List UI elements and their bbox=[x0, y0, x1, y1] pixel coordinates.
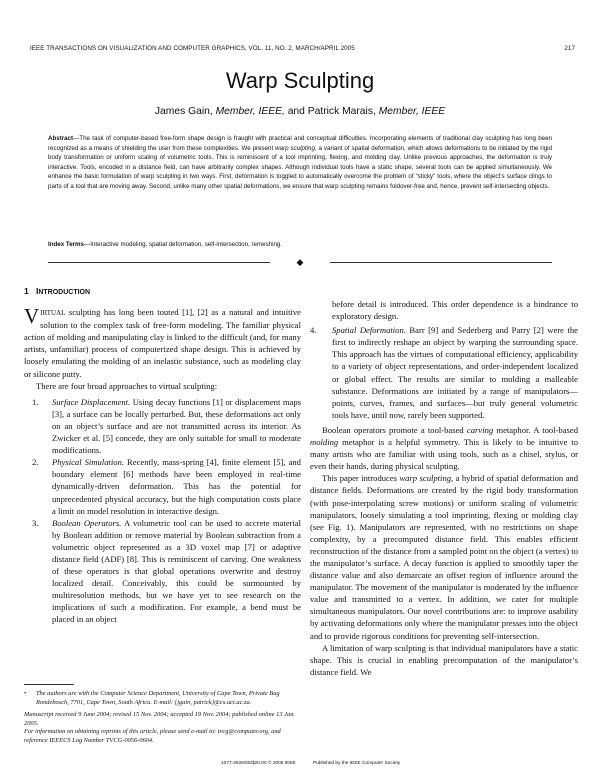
section-heading bbox=[24, 285, 301, 299]
reprints-info: For information on obtaining reprints of this article, please send e-mail to: tvcg@computer.org, and reference IEEECS Log Number TVCG-0056-0604. bbox=[24, 728, 281, 744]
list-number: 3. bbox=[32, 517, 39, 528]
affiliation-footnote bbox=[24, 690, 301, 707]
approaches-list-continued bbox=[310, 324, 578, 421]
abstract-text-2: , a variant of spatial deformation, which allows deformations to be initiated by the rigid body transformation or uniform scaling of volumetric tools. This is reminiscent of a tool imprinting, flexing, and molding clay. Unlike previous approaches, the deformation is truly interactive. Tools, encoded in a distance field, can have arbitrarily complex shapes. Although individual tools have a static shape, several tools can be applied simultaneously. We enhance the basic formulation of warp sculpting in two ways. First, deformation is toggled to automatically overcome the problem of “sticky” tools, where the object’s surface clings to parts of a tool that are moving away. Second, unlike many other spatial deformations, we ensure that warp sculpting remains foldover-free and, hence, prevent self-intersecting objects. bbox=[48, 144, 552, 190]
list-text: Barr [9] and Sederberg and Parry [2] were the first to indirectly reshape an object by warping the surrounding space. This approach has the virtues of computational efficiency, applicability to a variety of object representations, and order-independent localized or global effect. The results are similar to molding a malleable substance. Deformations are initiated by a range of manipulators—points, curves, frames, and surfaces—but truly general volumetric tools have, until now, rarely been supported. bbox=[332, 325, 578, 420]
text-run: , a hybrid of spatial deformation and distance fields. Deformations are created by the rigid body transformation (with pose-interpolating screw motions) or uniform scaling of volumetric manipulators, loosely simulating a tool imprinting, flexing or molding clay (see Fig. 1). Manipulators are represented, with no restrictions on shape complexity, by a precomputed distance field. This enables efficient reconstruction of the distance from a sampled point on the object (a vertex) to the manipulator’s surface. A decay function is applied to smoothly taper the distance value and also demarcate an offset region of influence around the manipulator. The movement of the manipulator is moderated by the influence value and transmitted to a vertex. In addition, we cater for multiple simultaneous manipulators. Our novel contributions are: to improve usability by activating deformations only where the manipulator presses into the object and to provide rigorous conditions for preventing self-intersection. bbox=[310, 473, 578, 641]
paper-intro-paragraph bbox=[310, 472, 578, 641]
section-number: 1 bbox=[24, 286, 29, 296]
drop-cap: V bbox=[24, 304, 40, 329]
list-text: Using decay functions [1] or displacement maps [3], a surface can be locally perturbed. But, these deformations act only on an object’s surface and are not transmitted across its interior. As Zwicker et al. [5] concede, they are only suitable for small to moderate modifications. bbox=[52, 396, 301, 456]
abstract bbox=[48, 134, 552, 192]
continued-text: before detail is introduced. This order dependence is a hindrance to exploratory design. bbox=[332, 299, 578, 322]
list-number: 4. bbox=[310, 325, 317, 336]
right-column bbox=[310, 298, 578, 678]
boolean-paragraph bbox=[310, 424, 578, 472]
abstract-text-1: —The task of computer-based free-form shape design is fraught with practical and conceptual difficulties. Incorporating elements of traditional clay sculpting has long been recognized as a means of shielding the user from these complexities. We present bbox=[48, 135, 552, 152]
divider-line-left bbox=[48, 262, 270, 263]
emphasis: molding bbox=[310, 437, 339, 448]
list-term: Boolean Operators. bbox=[52, 517, 122, 528]
footnotes bbox=[24, 684, 301, 745]
list-item bbox=[24, 456, 301, 516]
text-run: Boolean operators promote a tool-based bbox=[322, 424, 467, 435]
list-item bbox=[24, 517, 301, 626]
index-terms bbox=[48, 240, 552, 249]
author-2: and Patrick Marais, bbox=[287, 106, 376, 117]
journal-header: IEEE TRANSACTIONS ON VISUALIZATION AND COMPUTER GRAPHICS, VOL. 11, NO. 2, MARCH/APRIL 2005 bbox=[30, 45, 355, 52]
section-divider bbox=[48, 259, 552, 267]
publisher-line: Published by the IEEE Computer Society bbox=[313, 761, 401, 766]
list-number: 1. bbox=[32, 396, 39, 407]
list-item bbox=[310, 324, 578, 421]
author-1-role: Member, IEEE, bbox=[215, 106, 285, 117]
text-run: metaphor is a helpful symmetry. This is likely to be intuitive to many artists who are familiar with using tools, such as a chisel, stylus, or even their hands, during physical sculpting. bbox=[310, 437, 578, 472]
left-column bbox=[24, 285, 301, 626]
index-terms-text: —Interactive modeling, spatial deformation, self-intersection, remeshing. bbox=[84, 241, 283, 248]
list-number: 2. bbox=[32, 457, 39, 468]
intro-smallcaps: IRTUAL bbox=[40, 309, 66, 318]
paper-title: Warp Sculpting bbox=[225, 68, 375, 93]
author-2-role: Member, IEEE bbox=[378, 106, 446, 117]
abstract-em: warp sculpting bbox=[275, 144, 315, 152]
intro-paragraph bbox=[24, 306, 301, 380]
manuscript-dates: Manuscript received 9 June 2004; revised 15 Nov. 2004; accepted 19 Nov. 2004; published online 13 Jan. 2005. bbox=[24, 711, 295, 727]
running-head bbox=[30, 45, 575, 52]
page-number: 217 bbox=[564, 45, 575, 52]
section-title-initial: I bbox=[35, 286, 39, 296]
approaches-list bbox=[24, 396, 301, 626]
text-run: metaphor. A tool-based bbox=[493, 424, 578, 435]
list-term: Spatial Deformation. bbox=[332, 325, 406, 336]
emphasis: carving bbox=[466, 424, 494, 435]
divider-line-right bbox=[330, 262, 552, 263]
list-item bbox=[24, 396, 301, 456]
author-line bbox=[0, 106, 600, 117]
issn-copyright: 1077-2626/05/$20.00 © 2005 IEEE bbox=[221, 761, 296, 766]
list-text: A volumetric tool can be used to accrete material by Boolean addition or remove material by Boolean subtraction from a volumetric object represented as a 3D voxel map [7] or adaptive distance field (ADF) [8]. This is reminiscent of carving. One weakness of these operators is that global operations overwrite and destroy localized detail. Conceivably, this could be surmounted by multiresolution methods, but we have yet to see research on the implications of such a modification. For example, a bend must be placed in an object bbox=[52, 517, 301, 625]
emphasis: warp sculpting bbox=[399, 473, 452, 484]
list-term: Physical Simulation. bbox=[52, 457, 125, 468]
list-term: Surface Displacement. bbox=[52, 396, 131, 407]
diamond-icon: ◆ bbox=[296, 257, 304, 267]
text-run: This paper introduces bbox=[322, 473, 400, 484]
affiliation-text: The authors are with the Computer Science Department, University of Cape Town, Private Bag Rondebosch, 7701, Cape Town, South Africa. E-mail: {jgain, patrick}@cs.uct.ac.za. bbox=[36, 690, 280, 706]
author-1: James Gain, bbox=[154, 106, 213, 117]
list-text: Recently, mass-spring [4], finite element [5], and boundary element [6] methods have been employed in real-time dynamically-driven deformation. This has the potential for unprecedented physical accuracy, but the high computation costs place a limit on model resolution in interactive design. bbox=[52, 457, 301, 516]
intro-text: sculpting has long been touted [1], [2] as a natural and intuitive solution to the complex task of free-form modeling. The familiar physical action of molding and manipulating clay is linked to the difficult (and, for many artists, unfamiliar) process of computerized shape design. This is achieved by loosely emulating the molding of an inelastic substance, such as modeling clay or silicone putty. bbox=[24, 307, 301, 379]
bullet-icon: • bbox=[24, 690, 27, 697]
index-terms-label: Index Terms bbox=[48, 241, 84, 248]
limitation-paragraph: A limitation of warp sculpting is that individual manipulators have a static shape. This is crucial in enabling precomputation of the manipulator’s distance field. We bbox=[310, 642, 578, 677]
footnote-rule bbox=[24, 684, 74, 685]
abstract-label: Abstract bbox=[48, 135, 74, 142]
section-title-rest: NTRODUCTION bbox=[38, 289, 91, 296]
approaches-intro: There are four broad approaches to virtual sculpting: bbox=[36, 380, 218, 391]
